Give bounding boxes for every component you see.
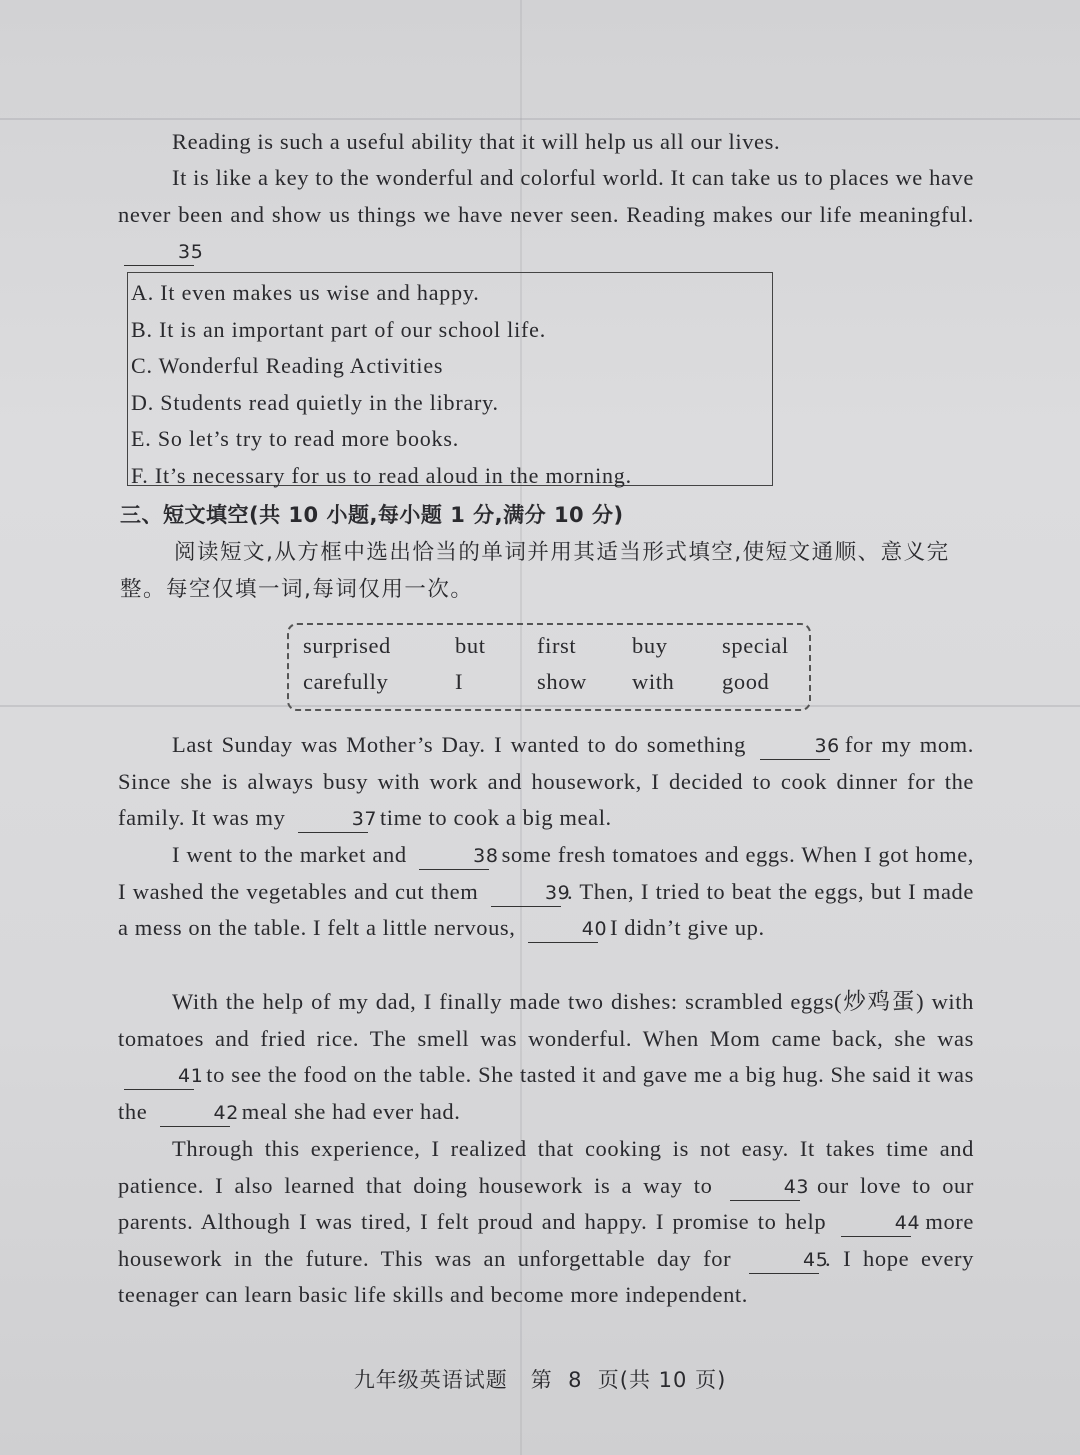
passage-text: Through this experience, I realized that cooking is not easy. It takes time and patience. I also learned that doing housework is a way to bbox=[118, 1136, 974, 1198]
passage-paragraph-3 bbox=[118, 984, 974, 1130]
word-bank-item: good bbox=[722, 669, 770, 694]
option-c: C. Wonderful Reading Activities bbox=[131, 353, 444, 379]
word-bank-box bbox=[287, 623, 811, 711]
blank-43[interactable]: 43 bbox=[730, 1174, 800, 1201]
word-bank-item: surprised bbox=[303, 633, 391, 658]
blank-36[interactable]: 36 bbox=[760, 733, 830, 760]
blank-45[interactable]: 45 bbox=[749, 1247, 819, 1274]
passage-text: more housework in the future. This was an unforgettable day for bbox=[118, 1209, 974, 1271]
option-e: E. So let’s try to read more books. bbox=[131, 426, 460, 452]
blank-44[interactable]: 44 bbox=[841, 1210, 911, 1237]
reading-text: Reading is such a useful ability that it will help us all our lives. bbox=[172, 129, 781, 154]
word-bank-item: buy bbox=[632, 633, 668, 658]
blank-39[interactable]: 39 bbox=[491, 880, 561, 907]
reading-line-1 bbox=[118, 124, 974, 161]
blank-42[interactable]: 42 bbox=[160, 1100, 230, 1127]
passage-paragraph-2 bbox=[118, 837, 974, 947]
word-bank-item: I bbox=[455, 669, 464, 694]
blank-37[interactable]: 37 bbox=[298, 806, 368, 833]
section-title: 三、短文填空(共 10 小题,每小题 1 分,满分 10 分) bbox=[120, 503, 624, 527]
option-b: B. It is an important part of our school life. bbox=[131, 316, 546, 342]
blank-41[interactable]: 41 bbox=[124, 1063, 194, 1090]
word-bank-item: special bbox=[722, 633, 789, 658]
option-d: D. Students read quietly in the library. bbox=[131, 389, 499, 415]
option-a: A. It even makes us wise and happy. bbox=[131, 280, 480, 305]
passage-text: I went to the market and bbox=[172, 842, 407, 867]
passage-text: some fresh tomatoes and eggs. When I got home, I washed the vegetables and cut them bbox=[118, 842, 975, 904]
passage-paragraph-4 bbox=[118, 1131, 974, 1314]
passage-text: to see the food on the table. She tasted it and gave me a big hug. She said it was the bbox=[118, 1062, 975, 1124]
options-box bbox=[127, 272, 773, 486]
word-bank-item: with bbox=[632, 669, 675, 694]
blank-35[interactable]: 35 bbox=[124, 239, 194, 266]
passage-text: I didn’t give up. bbox=[609, 915, 765, 940]
word-bank-item: carefully bbox=[303, 669, 389, 694]
option-f: F. It’s necessary for us to read aloud in the morning. bbox=[131, 462, 632, 488]
passage-text: our love to our parents. Although I was tired, I felt proud and happy. I promise to help bbox=[118, 1172, 975, 1234]
section-instructions: 阅读短文,从方框中选出恰当的单词并用其适当形式填空,使短文通顺、意义完整。每空仅填一词,每词仅用一次。 bbox=[120, 540, 950, 602]
blank-38[interactable]: 38 bbox=[419, 843, 489, 870]
reading-paragraph-2 bbox=[118, 160, 974, 270]
word-bank-item: show bbox=[537, 669, 587, 694]
paper-fold-line bbox=[0, 118, 1080, 120]
word-bank-item: but bbox=[455, 633, 486, 658]
passage-text: time to cook a big meal. bbox=[379, 805, 612, 830]
reading-text: It is like a key to the wonderful and colorful world. It can take us to places we have never been and show us things we have never seen. Reading makes our life meaningful. bbox=[118, 165, 974, 227]
passage-text: With the help of my dad, I finally made two dishes: scrambled eggs(炒鸡蛋) with tomatoes and fried rice. The smell was wonderful. When Mom came back, she was bbox=[118, 989, 974, 1051]
passage-text: . Then, I tried to beat the eggs, but I made a mess on the table. I felt a little nervous, bbox=[118, 878, 974, 940]
passage-text: Last Sunday was Mother’s Day. I wanted to do something bbox=[172, 732, 747, 757]
passage-paragraph-1 bbox=[118, 727, 974, 837]
word-bank-item: first bbox=[537, 633, 577, 658]
blank-40[interactable]: 40 bbox=[528, 916, 598, 943]
passage-text: . I hope every teenager can learn basic life skills and become more independent. bbox=[118, 1245, 974, 1307]
page-footer: 九年级英语试题 第 8 页(共 10 页) bbox=[353, 1368, 727, 1392]
passage-text: for my mom. Since she is always busy with work and housework, I decided to cook dinner for the family. It was my bbox=[118, 732, 975, 830]
passage-text: meal she had ever had. bbox=[241, 1098, 461, 1124]
